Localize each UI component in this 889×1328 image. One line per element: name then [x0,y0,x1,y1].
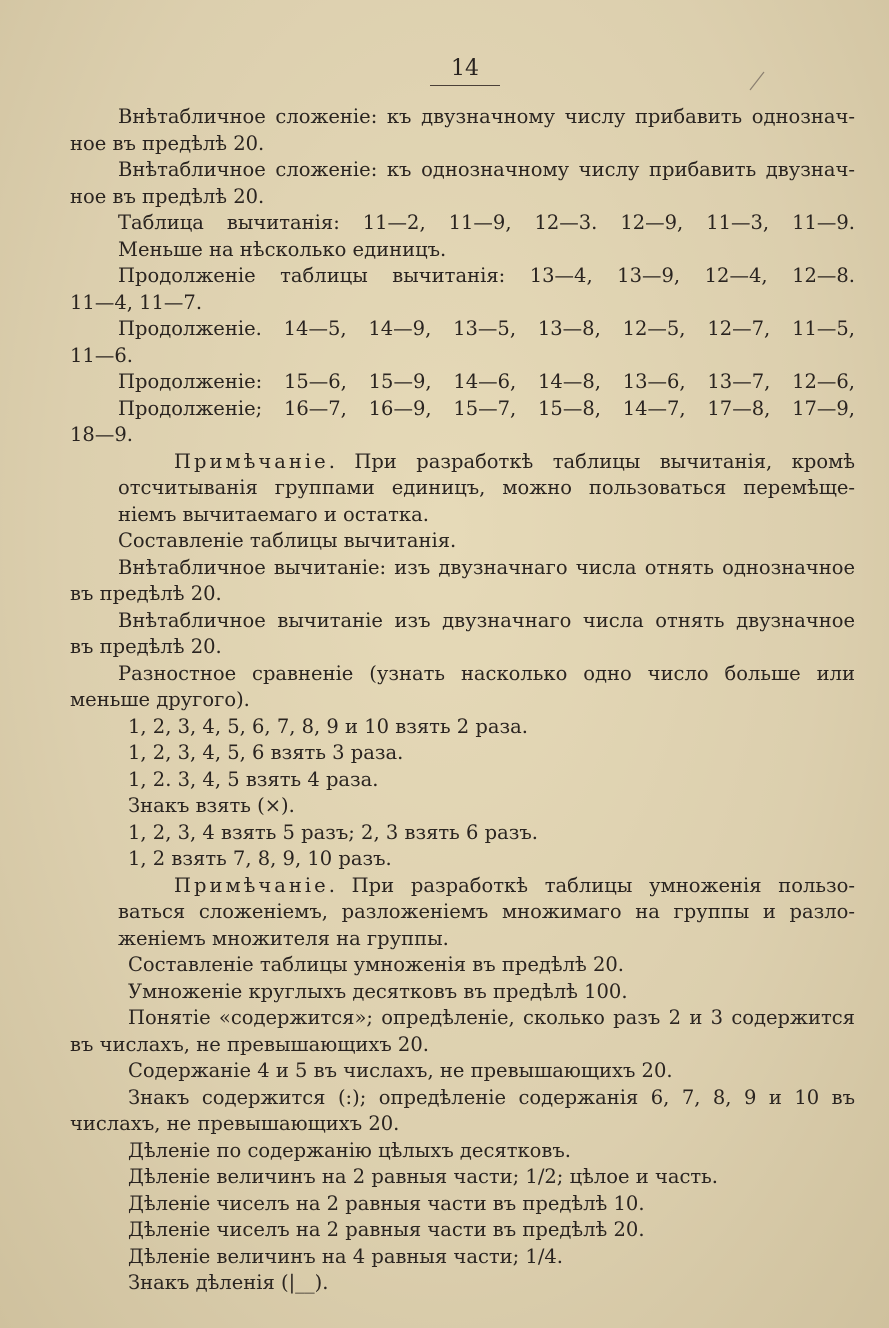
text-line: Знакъ дѣленія (|__). [128,1271,329,1294]
text-line: Таблица вычитанія: 11—2, 11—9, 12—3. 12—9, 11—3, 11—9. [118,211,855,234]
text-body [70,104,855,1297]
text-line: 11—4, 11—7. [70,290,203,314]
text-line: Знакъ взять (×). [128,794,295,817]
text-line: въ числахъ, не превышающихъ 20. [70,1032,429,1056]
text-line: ное въ предѣлѣ 20. [70,184,265,208]
text-line: Понятіе «содержится»; опредѣленіе, сколько разъ 2 и 3 содержится [128,1006,855,1029]
text-line: Составленіе таблицы вычитанія. [118,529,457,552]
text-line: Внѣтабличное сложеніе: къ двузначному числу прибавить однознач- [118,105,855,128]
text-line: ваться сложеніемъ, разложеніемъ множимаго на группы и разло- [118,900,855,923]
text-line: Дѣленіе по содержанію цѣлыхъ десятковъ. [128,1138,571,1162]
text-line: въ предѣлѣ 20. [70,635,222,658]
text-line: Дѣленіе величинъ на 2 равныя части; 1/2; цѣлое и часть. [128,1165,718,1188]
text-line: Дѣленіе чиселъ на 2 равныя части въ предѣлѣ 10. [128,1191,645,1215]
text-line: 1, 2, 3, 4, 5, 6 взять 3 раза. [128,741,404,764]
note-heading: Примѣчаніе [174,873,329,897]
text-line: Внѣтабличное вычитаніе изъ двузначнаго числа отнять двузначное [118,608,855,632]
text-line: Составленіе таблицы умноженія въ предѣлѣ 20. [128,953,624,976]
text-line: меньше другого). [70,688,250,711]
text-line: Примѣчаніе. При разработкѣ таблицы вычитанія, кромѣ [174,449,855,473]
text-line: Содержаніе 4 и 5 въ числахъ, не превышающихъ 20. [128,1059,673,1082]
text-line: Внѣтабличное вычитаніе: изъ двузначнаго числа отнять однозначное [118,555,855,579]
text-line: Продолженіе таблицы вычитанія: 13—4, 13—9, 12—4, 12—8. [118,264,855,287]
text-line: ное въ предѣлѣ 20. [70,131,265,155]
text-line: Разностное сравненіе (узнать насколько одно число больше или [118,661,855,685]
text-line: 1, 2. 3, 4, 5 взять 4 раза. [128,767,379,791]
text-line: Продолженіе; 16—7, 16—9, 15—7, 15—8, 14—7, 17—8, 17—9, [118,396,855,420]
text-line: 1, 2, 3, 4 взять 5 разъ; 2, 3 взять 6 разъ. [128,820,538,844]
text-line: Дѣленіе чиселъ на 2 равныя части въ предѣлѣ 20. [128,1218,645,1241]
text-line: 11—6. [70,343,133,367]
text-line: Внѣтабличное сложеніе: къ однозначному числу прибавить двузнач- [118,158,855,181]
pencil-mark [748,70,766,92]
note-heading: Примѣчаніе [174,449,329,473]
text-line: Умноженіе круглыхъ десятковъ въ предѣлѣ 100. [128,979,628,1003]
text-line: въ предѣлѣ 20. [70,582,222,605]
text-line: Меньше на нѣсколько единицъ. [118,237,447,261]
text-line: 18—9. [70,423,133,446]
text-line: ніемъ вычитаемаго и остатка. [118,502,429,526]
text-line: отсчитыванія группами единицъ, можно пользоваться перемѣще- [118,476,855,499]
page-number: 14 [430,56,500,86]
text-line: Знакъ содержится (:); опредѣленіе содержанія 6, 7, 8, 9 и 10 въ [128,1085,855,1109]
text-line: числахъ, не превышающихъ 20. [70,1112,400,1135]
text-line: 1, 2 взять 7, 8, 9, 10 разъ. [128,847,392,870]
text-line: женіемъ множителя на группы. [118,926,449,950]
text-line: 1, 2, 3, 4, 5, 6, 7, 8, 9 и 10 взять 2 раза. [128,714,528,738]
text-line: Продолженіе: 15—6, 15—9, 14—6, 14—8, 13—6, 13—7, 12—6, [118,370,855,393]
text-line: Примѣчаніе. При разработкѣ таблицы умноженія пользо- [174,873,855,897]
text-line: Дѣленіе величинъ на 4 равныя части; 1/4. [128,1244,564,1268]
text-line: Продолженіе. 14—5, 14—9, 13—5, 13—8, 12—5, 12—7, 11—5, [118,317,855,340]
